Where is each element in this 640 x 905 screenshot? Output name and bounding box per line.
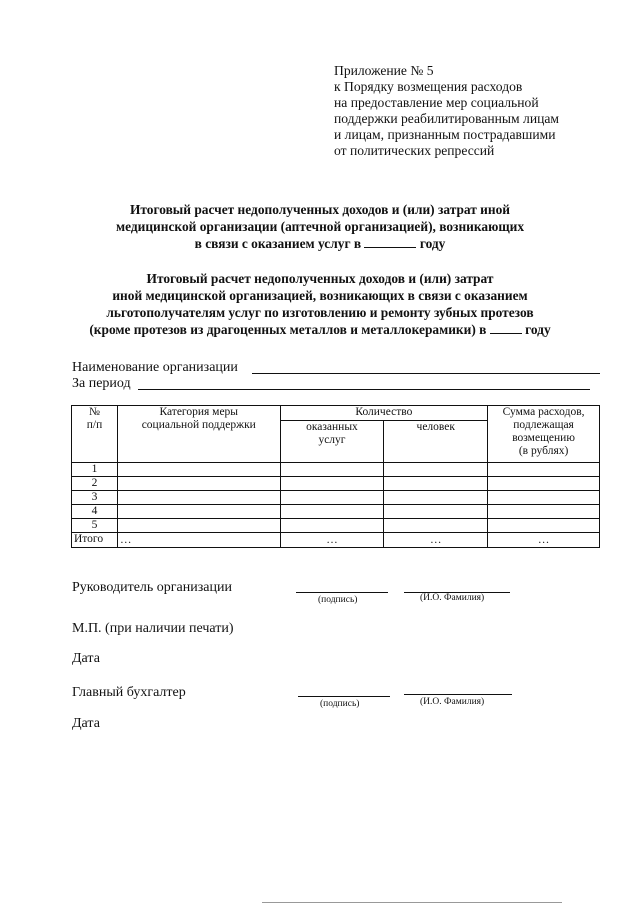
total-persons: … (384, 533, 488, 548)
total-sum: … (488, 533, 600, 548)
org-name-input-line[interactable] (252, 373, 600, 374)
cell-persons[interactable] (384, 491, 488, 505)
title2-line (40, 321, 600, 338)
cell-sum[interactable] (488, 505, 600, 519)
seal-label: М.П. (при наличии печати) (72, 621, 234, 636)
table-total-row (72, 533, 600, 548)
appendix-line: к Порядку возмещения расходов (334, 79, 523, 94)
period-input-line[interactable] (138, 389, 590, 390)
cell-services[interactable] (280, 463, 384, 477)
table-row (72, 519, 600, 533)
table-row (72, 491, 600, 505)
title2-year-prefix: (кроме протезов из драгоценных металлов и металлокерамики) в (89, 322, 487, 337)
title-variant-2 (40, 270, 600, 338)
cell-category[interactable] (117, 463, 280, 477)
title-variant-1 (40, 201, 600, 252)
head-name-caption: (И.О. Фамилия) (420, 593, 485, 603)
cell-category[interactable] (117, 477, 280, 491)
date-label: Дата (72, 651, 100, 666)
table-header-row (72, 406, 600, 421)
appendix-line: поддержки реабилитированным лицам (334, 111, 560, 126)
header-sum: Сумма расходов, подлежащая возмещению (в рублях) (488, 406, 600, 463)
appendix-note (334, 63, 634, 159)
title2-line: иной медицинской организацией, возникающих в связи с оказанием (112, 288, 528, 303)
period-label: За период (72, 376, 131, 391)
row-number: 1 (72, 463, 118, 477)
total-services: … (280, 533, 384, 548)
table-row (72, 505, 600, 519)
row-number: 2 (72, 477, 118, 491)
cell-services[interactable] (280, 505, 384, 519)
head-signature-caption: (подпись) (318, 595, 358, 605)
row-number: 3 (72, 491, 118, 505)
cell-services[interactable] (280, 491, 384, 505)
row-number: 4 (72, 505, 118, 519)
org-name-label: Наименование организации (72, 360, 238, 375)
head-label: Руководитель организации (72, 580, 232, 595)
cell-sum[interactable] (488, 477, 600, 491)
title2-year-suffix: году (525, 322, 551, 337)
cell-category[interactable] (117, 519, 280, 533)
head-signature-line[interactable] (296, 592, 388, 593)
header-services: оказанных услуг (280, 421, 384, 463)
title1-line (40, 235, 600, 252)
title2-line: льготополучателям услуг по изготовлению и ремонту зубных протезов (106, 305, 534, 320)
appendix-line: от политических репрессий (334, 143, 495, 158)
accountant-name-caption: (И.О. Фамилия) (420, 697, 485, 707)
org-name-field (72, 360, 602, 376)
header-persons: человек (384, 421, 488, 463)
cell-services[interactable] (280, 477, 384, 491)
cell-persons[interactable] (384, 477, 488, 491)
table-row (72, 463, 600, 477)
page-bottom-rule (262, 902, 562, 903)
appendix-line: и лицам, признанным пострадавшими (334, 127, 556, 142)
cell-sum[interactable] (488, 491, 600, 505)
cell-persons[interactable] (384, 519, 488, 533)
cell-sum[interactable] (488, 463, 600, 477)
calculation-table (71, 405, 600, 548)
cell-sum[interactable] (488, 519, 600, 533)
cell-services[interactable] (280, 519, 384, 533)
accountant-label: Главный бухгалтер (72, 685, 186, 700)
title1-year-prefix: в связи с оказанием услуг в (194, 236, 362, 251)
cell-persons[interactable] (384, 505, 488, 519)
header-quantity: Количество (280, 406, 488, 421)
row-number: 5 (72, 519, 118, 533)
accountant-signature-line[interactable] (298, 696, 390, 697)
date-label: Дата (72, 716, 100, 731)
title1-line: Итоговый расчет недополученных доходов и (или) затрат иной (129, 202, 511, 217)
cell-persons[interactable] (384, 463, 488, 477)
accountant-name-line[interactable] (404, 694, 512, 695)
total-label: Итого (72, 533, 118, 548)
header-num: № п/п (72, 406, 118, 463)
appendix-line: Приложение № 5 (334, 63, 434, 78)
accountant-signature-caption: (подпись) (320, 699, 360, 709)
period-field (72, 376, 592, 392)
cell-category[interactable] (117, 491, 280, 505)
title2-line: Итоговый расчет недополученных доходов и (или) затрат (146, 271, 494, 286)
cell-category[interactable] (117, 505, 280, 519)
table-row (72, 477, 600, 491)
year-blank[interactable] (364, 235, 416, 248)
year-blank[interactable] (490, 321, 522, 334)
header-category: Категория меры социальной поддержки (117, 406, 280, 463)
total-category: … (117, 533, 280, 548)
title1-line: медицинской организации (аптечной организацией), возникающих (115, 219, 525, 234)
title1-year-suffix: году (419, 236, 446, 251)
appendix-line: на предоставление мер социальной (334, 95, 539, 110)
